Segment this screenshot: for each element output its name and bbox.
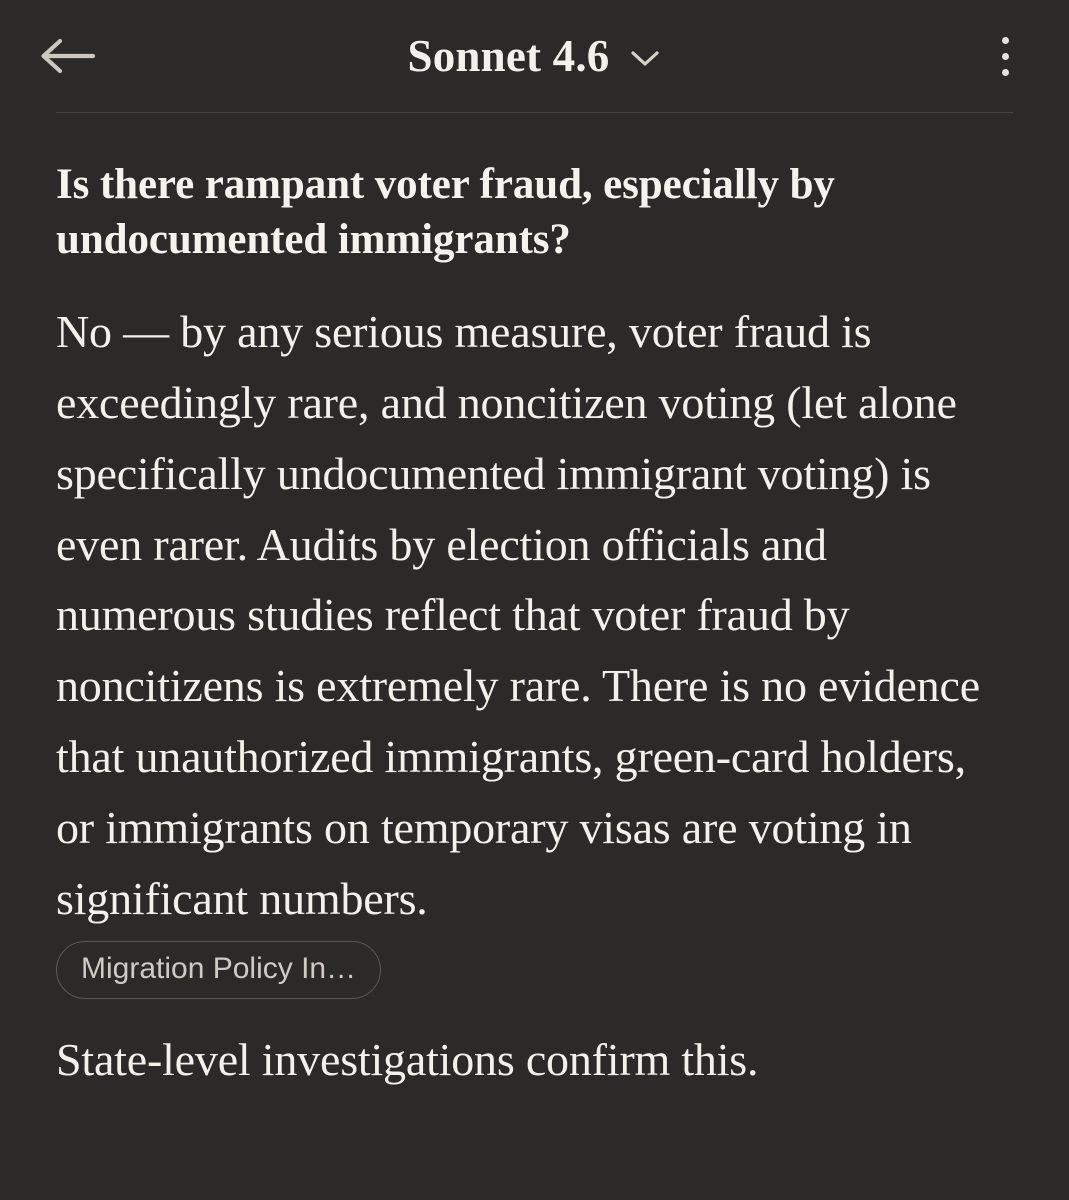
answer-paragraph-1: No — by any serious measure, voter fraud is exceedingly rare, and noncitizen voting (let alone specifically undocumented immigrant voting) is even rarer. Audits by election officials and numerous studies reflect that voter fraud by noncitizens is extremely rare. There is no evidence that unauthorized immigrants, green-card holders, or immigrants on temporary visas are voting in significant numbers. [56, 306, 980, 924]
answer-content [0, 113, 1069, 1095]
arrow-left-icon [38, 37, 96, 75]
citation-chip[interactable]: Migration Policy In… [56, 941, 381, 999]
overflow-menu-button[interactable] [977, 23, 1033, 89]
app-header [0, 0, 1069, 112]
kebab-menu-icon [1002, 37, 1009, 44]
kebab-menu-icon-dot-3 [1002, 69, 1009, 76]
citation-row [56, 941, 1013, 999]
page-title: Sonnet 4.6 [407, 30, 610, 81]
back-button[interactable] [34, 23, 100, 89]
chevron-down-icon[interactable] [628, 42, 662, 76]
answer-heading: Is there rampant voter fraud, especially by undocumented immigrants? [56, 161, 835, 264]
kebab-menu-icon-dot-2 [1002, 53, 1009, 60]
answer-paragraph-2: State-level investigations confirm this. [56, 1033, 759, 1085]
model-selector[interactable] [407, 30, 661, 81]
